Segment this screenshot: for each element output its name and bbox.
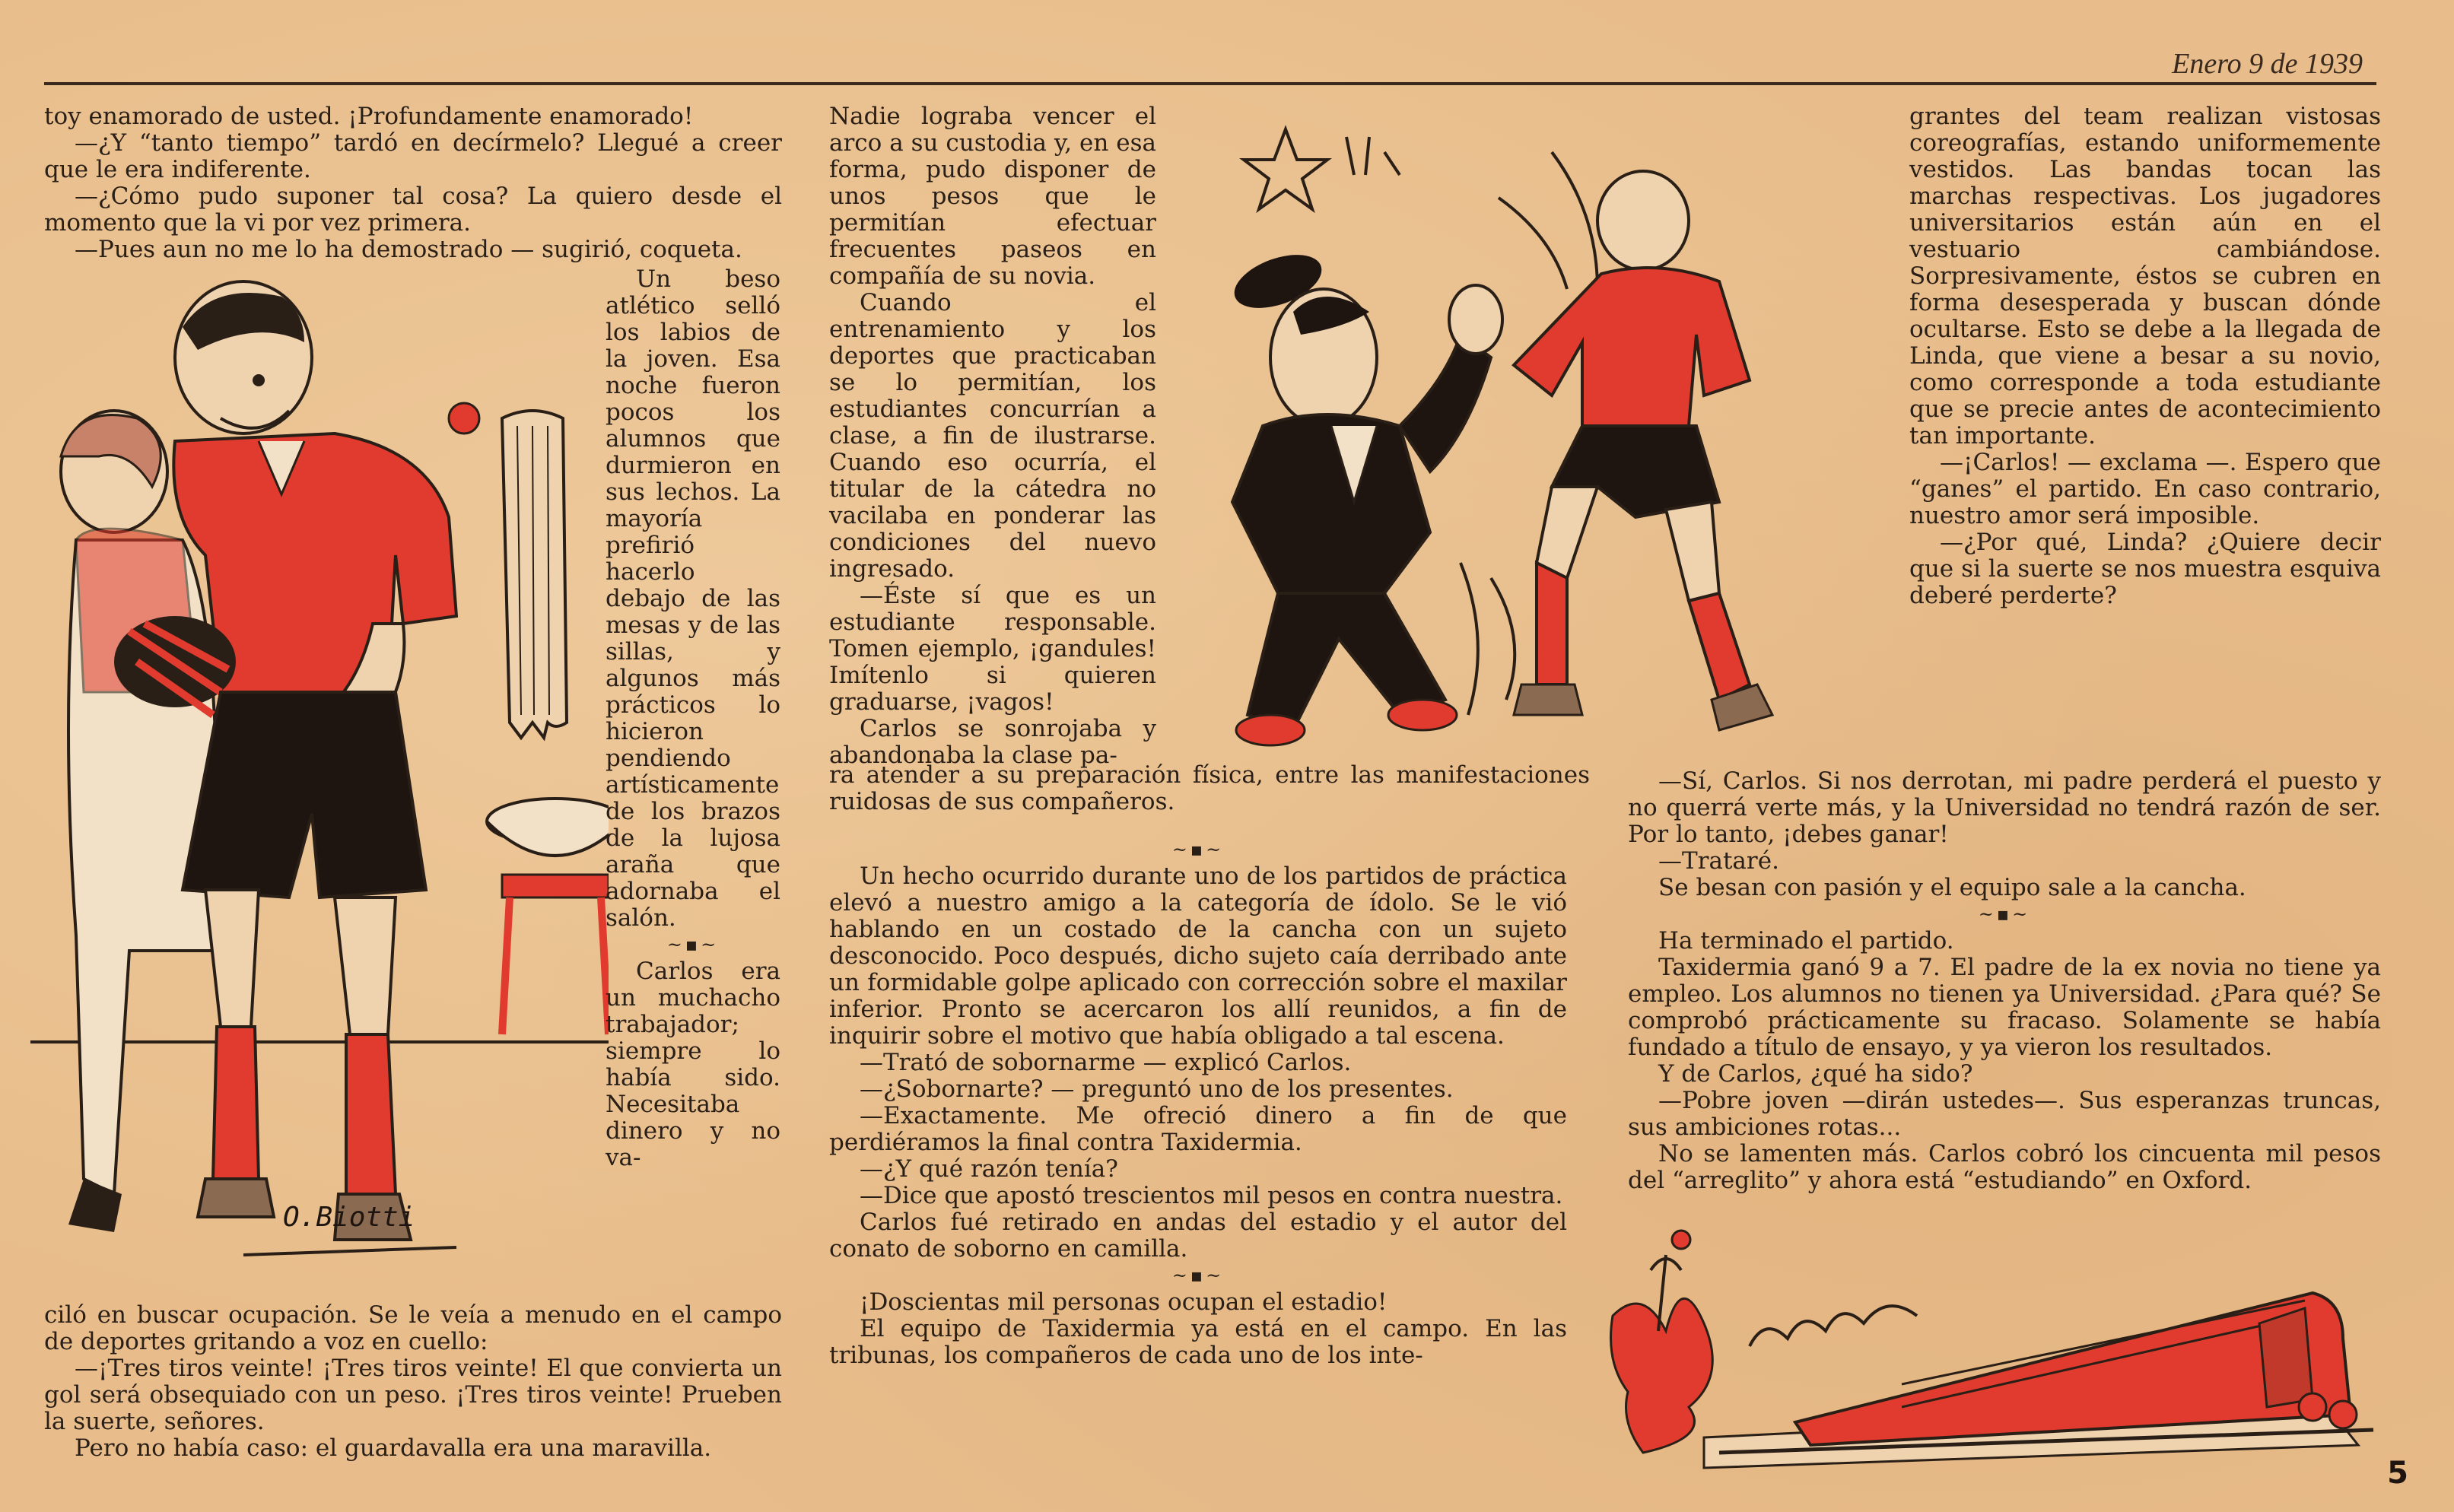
paragraph: —¿Cómo pudo suponer tal cosa? La quiero desde el momento que la vi por vez primera. [44,183,782,237]
separator-ornament: ~▪~ [1171,1265,1225,1286]
separator-ornament: ~▪~ [1171,839,1225,860]
paragraph: grantes del team realizan vistosas coreografías, estando uniformemente vestidos. Las bandas tocan las marchas respectivas. Los jugadores universitarios están aún en el vestuario cambiándose. Sorpresivamente, éstos se cubren en forma desesperada y buscan dónde ocultarse. Esto se debe a la llegada de Linda, que viene a besar a su novio, como corresponde a toda estudiante que se precie antes de acontecimiento tan importante. [1909,103,2381,449]
paragraph: —Trataré. [1658,847,1779,875]
header-rule [44,82,2376,85]
couple-illustration [30,266,609,1270]
artist-signature: O.Biotti [283,1202,415,1233]
separator-ornament: ~▪~ [666,934,720,955]
column-1-top [44,103,782,263]
paragraph: Carlos era un muchacho trabajador; siempre lo había sido. Necesitaba dinero y no va- [606,958,780,1171]
paragraph: Un beso atlético selló los labios de la joven. Esa noche fueron pocos los alumnos que durmieron en sus lechos. La mayoría prefirió hacerlo debajo de las mesas y de las sillas, y algunos más prácticos lo hicieron pendiendo artísticamente de los brazos de la lujosa araña que adornaba el salón. [606,265,780,932]
paragraph: —Dice que apostó trescientos mil pesos en contra nuestra. [860,1182,1563,1209]
player-illustration [1171,106,1871,761]
paragraph: —¿Y “tanto tiempo” tardó en decírmelo? Llegué a creer que le era indiferente. [44,129,782,183]
paragraph: ra atender a su preparación física, entre las manifestaciones ruidosas de sus compañeros. [829,761,1590,815]
column-3-mid [1628,768,2381,1194]
paragraph: Cuando el entrenamiento y los deportes que practicaban se lo permitían, los estudiantes concurrían a clase, a fin de ilustrarse. Cuando eso ocurría, el titular de la cátedra no vacilaba en ponderar las condiciones del nuevo ingresado. [829,289,1156,583]
paragraph: —¡Carlos! — exclama —. Espero que “ganes” el partido. En caso contrario, nuestro amor será imposible. [1909,449,2381,529]
column-2-wide-line [829,762,1590,815]
paragraph: ¡Doscientas mil personas ocupan el estadio! [860,1288,1388,1316]
column-1-narrow [606,266,780,1171]
paragraph: No se lamenten más. Carlos cobró los cincuenta mil pesos del “arreglito” y ahora está “estudiando” en Oxford. [1628,1140,2381,1194]
paragraph: Carlos fué retirado en andas del estadio y el autor del conato de soborno en camilla. [829,1209,1567,1263]
column-2-top [829,103,1156,769]
paragraph: Se besan con pasión y el equipo sale a la cancha. [1658,874,2246,901]
paragraph: —Pues aun no me lo ha demostrado — sugirió, coqueta. [75,236,742,263]
paragraph: —¿Por qué, Linda? ¿Quiere decir que si la suerte se nos muestra esquiva deberé perderte? [1909,529,2381,609]
paragraph: Nadie lograba vencer el arco a su custodia y, en esa forma, pudo disponer de unos pesos que le permitían efectuar frecuentes paseos en compañía de su novia. [829,103,1156,290]
paragraph: —Trató de sobornarme — explicó Carlos. [860,1049,1352,1076]
paragraph: Taxidermia ganó 9 a 7. El padre de la ex novia no tiene ya empleo. Los alumnos no tienen ya Universidad. ¿Para qué? Se comprobó prácticamente su fracaso. Solamente se había fundado a título de ensayo, y ya vieron los resultados. [1628,954,2381,1061]
paragraph: —Pobre joven —dirán ustedes—. Sus esperanzas truncas, sus ambiciones rotas... [1628,1087,2381,1141]
paragraph: —¿Sobornarte? — preguntó uno de los presentes. [860,1075,1454,1103]
column-2-mid [829,837,1567,1369]
paragraph: Un hecho ocurrido durante uno de los partidos de práctica elevó a nuestro amigo a la categoría de ídolo. Se le vió hablando en un costado de la cancha con un sujeto desconocido. Poco después, dicho sujeto caía derribado ante un formidable golpe aplicado con corrección sobre el maxilar inferior. Pronto se acercaron los allí reunidos, a fin de inquirir sobre el motivo que había obligado a tal escena. [829,862,1567,1050]
paragraph: —Éste sí que es un estudiante responsable. Tomen ejemplo, ¡gandules! Imítenlo si quieren graduarse, ¡vagos! [829,582,1156,716]
train-illustration [1597,1225,2389,1475]
paragraph: Y de Carlos, ¿qué ha sido? [1658,1060,1973,1088]
paragraph: ciló en buscar ocupación. Se le veía a menudo en el campo de deportes gritando a voz en cuello: [44,1301,782,1355]
page-number: 5 [2387,1456,2408,1491]
paragraph: Carlos se sonrojaba y abandonaba la clase pa- [829,715,1156,769]
separator-ornament: ~▪~ [1978,904,2031,925]
header-date: Enero 9 de 1939 [2172,48,2363,80]
paragraph: El equipo de Taxidermia ya está en el campo. En las tribunas, los compañeros de cada uno de los inte- [829,1315,1567,1369]
paragraph: —Exactamente. Me ofreció dinero a fin de que perdiéramos la final contra Taxidermia. [829,1102,1567,1156]
paragraph: —Sí, Carlos. Si nos derrotan, mi padre perderá el puesto y no querrá verte más, y la Universidad no tendrá razón de ser. Por lo tanto, ¡debes ganar! [1628,767,2381,848]
column-1-bottom [44,1302,782,1462]
column-3-top [1909,103,2381,609]
paragraph: Pero no había caso: el guardavalla era una maravilla. [75,1434,712,1462]
paragraph: Ha terminado el partido. [1658,927,1954,955]
paragraph: —¿Y qué razón tenía? [860,1155,1118,1183]
paragraph: toy enamorado de usted. ¡Profundamente enamorado! [44,103,694,130]
paragraph: —¡Tres tiros veinte! ¡Tres tiros veinte! El que convierta un gol será obsequiado con un peso. ¡Tres tiros veinte! Prueben la suerte, señores. [44,1355,782,1435]
